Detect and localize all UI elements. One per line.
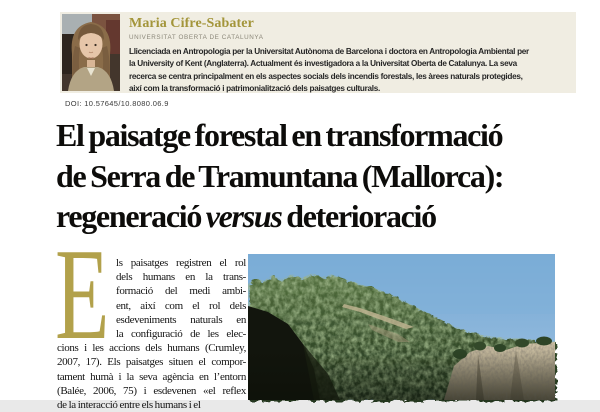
body-line: 2007, 17). Els paisatges situen el compor- — [57, 356, 246, 369]
doi-label: DOI: 10.57645/10.8080.06.9 — [65, 99, 169, 108]
body-line: formació del medi ambi- — [116, 285, 246, 298]
mountain-forest-photo — [248, 254, 555, 400]
author-text-block — [129, 16, 574, 96]
body-line: cions i les accions dels humans (Crumley, — [57, 342, 246, 355]
article-title — [56, 115, 588, 237]
title-italic-word: versus — [205, 198, 282, 234]
title-line-3: regeneració versus deterioració — [56, 198, 436, 234]
body-line: la configuració de les elec- — [116, 327, 246, 340]
author-portrait-photo — [62, 14, 120, 91]
body-line: tament humà i la seva agència en l’entorn — [57, 370, 246, 383]
title-line-1: El paisatge forestal en transformació — [56, 117, 503, 153]
title-line-2: de Serra de Tramuntana (Mallorca): — [56, 157, 504, 194]
author-info-box — [60, 12, 576, 93]
author-name: Maria Cifre-Sabater — [129, 16, 254, 31]
dropcap-letter: E — [55, 222, 110, 367]
body-line: ls paisatges registren el rol — [116, 257, 246, 269]
author-bio-line: la University of Kent (Anglaterra). Actualment és investigadora a la Universitat Oberta de Catalunya. La seva — [129, 59, 517, 69]
author-bio-line: així com la transformació i patrimonialització dels paisatges culturals. — [129, 84, 380, 94]
body-line: de la interacció entre els humans i el — [57, 398, 201, 411]
body-line: esdeveniments naturals en — [116, 313, 246, 326]
author-bio — [129, 46, 574, 96]
author-bio-line: Llicenciada en Antropologia per la Universitat Autònoma de Barcelona i doctora en Antropologia Ambiental per — [129, 47, 529, 56]
body-line: (Balée, 2006, 75) i esdevenen «el reflex — [57, 384, 246, 397]
body-line: dels humans en la trans- — [116, 271, 246, 284]
body-line: ent, així com el rol dels — [116, 299, 246, 312]
author-bio-line: recerca se centra principalment en els aspectes socials dels incendis forestals, les àrees naturals protegides, — [129, 71, 523, 81]
author-affiliation: UNIVERSITAT OBERTA DE CATALUNYA — [129, 34, 264, 41]
article-body-column — [55, 222, 246, 412]
